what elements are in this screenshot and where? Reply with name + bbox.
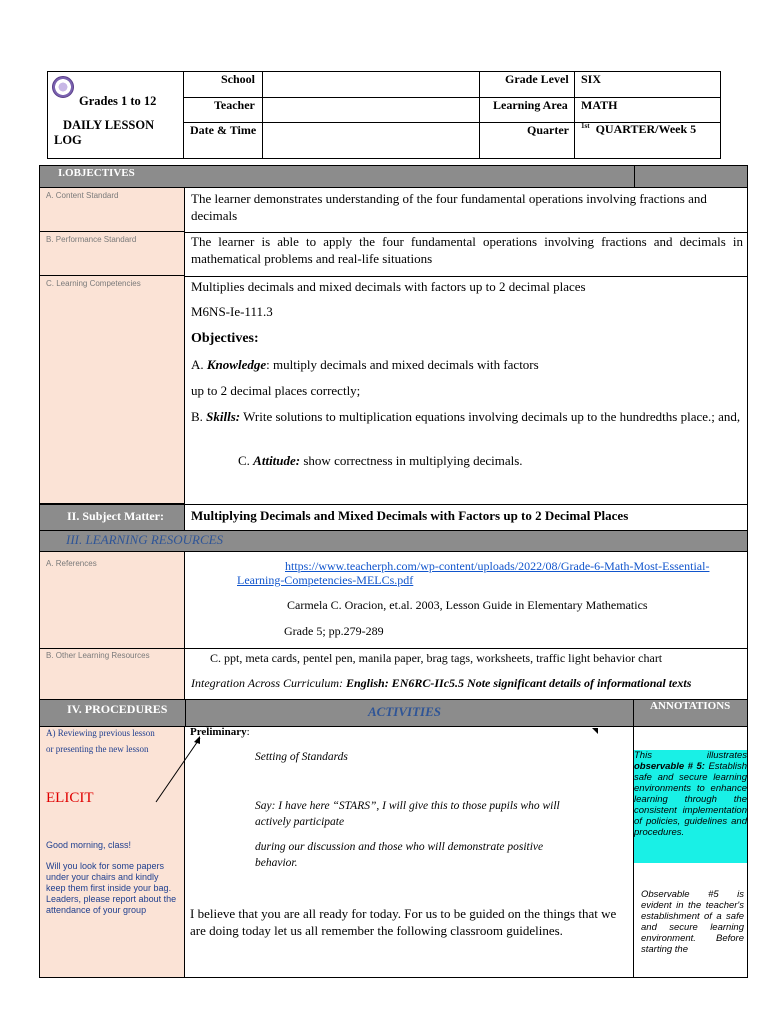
learning-area-value: MATH <box>581 98 618 112</box>
grade-level-value: SIX <box>581 72 602 86</box>
learning-resources-title: III. LEARNING RESOURCES <box>66 532 224 547</box>
integration-text <box>191 676 691 691</box>
grades-label: Grades 1 to 12 <box>79 94 157 108</box>
performance-standard-label-cell <box>40 232 185 276</box>
review-line2: or presenting the new lesson <box>46 744 149 754</box>
during-line1: during our discussion and those who will demonstrate positive <box>255 841 544 853</box>
performance-standard-label: B. Performance Standard <box>46 235 137 244</box>
during-line2: behavior. <box>255 857 298 869</box>
annot1-pre: This illustrates <box>634 750 747 761</box>
daily-lesson-log-title: DAILY LESSON <box>63 118 155 132</box>
instruction-text: Will you look for some papers under your chairs and kindly keep them first inside your bag. Leaders, please report about the attendance of your group <box>46 861 177 915</box>
objectives-heading: Objectives: <box>191 331 259 346</box>
preliminary-word: Preliminary <box>190 726 247 738</box>
objective-a-line2: up to 2 decimal places correctly; <box>191 383 361 398</box>
learning-area-label: Learning Area <box>493 98 568 112</box>
elicit-label: ELICIT <box>46 790 94 806</box>
quarter-sup: 1st <box>581 122 590 130</box>
reference-link-line2[interactable]: Learning-Competencies-MELCs.pdf <box>237 573 414 587</box>
grade-level-label: Grade Level <box>505 72 569 86</box>
setting-standards: Setting of Standards <box>255 751 348 763</box>
date-time-label: Date & Time <box>190 123 257 137</box>
arrow-icon <box>150 728 210 808</box>
references-label: A. References <box>46 559 97 568</box>
reference-book-line2: Grade 5; pp.279-289 <box>284 624 384 638</box>
annot1-bold: observable # 5: <box>634 761 705 772</box>
content-standard-label-cell <box>40 188 185 232</box>
learning-competencies-label: C. Learning Competencies <box>46 279 141 288</box>
obj-a-term: Knowledge <box>206 357 267 372</box>
teacher-label: Teacher <box>214 98 255 112</box>
obj-c-text: show correctness in multiplying decimals. <box>300 453 523 468</box>
school-label: School <box>221 72 256 86</box>
content-standard-label: A. Content Standard <box>46 191 119 200</box>
competency-line: Multiplies decimals and mixed decimals with factors up to 2 decimal places <box>191 279 586 294</box>
objectives-header-row <box>40 166 747 188</box>
reference-link-line1[interactable]: https://www.teacherph.com/wp-content/uploads/2022/08/Grade-6-Math-Most-Essential- <box>285 559 710 573</box>
obj-a-prefix: A. <box>191 357 207 372</box>
obj-c-term: Attitude: <box>253 453 301 468</box>
obj-b-term: Skills: <box>206 409 241 424</box>
obj-c-prefix: C. <box>238 453 254 468</box>
header-table <box>47 71 721 159</box>
greeting-text: Good morning, class! <box>46 840 132 850</box>
competency-code: M6NS-Ie-111.3 <box>191 304 273 319</box>
annotations-title: ANNOTATIONS <box>650 700 731 712</box>
objective-c <box>238 452 523 469</box>
review-line1: A) Reviewing previous lesson <box>46 728 155 738</box>
say-line1: Say: I have here “STARS”, I will give this to those pupils who will <box>255 800 560 812</box>
objective-b <box>191 408 743 425</box>
small-arrowhead-icon <box>592 728 598 734</box>
quarter-value <box>581 122 696 137</box>
log-title-line2: LOG <box>54 133 82 147</box>
integration-bold: English: EN6RC-IIc5.5 Note significant details of informational texts <box>346 676 692 690</box>
say-line2: actively participate <box>255 816 345 828</box>
deped-seal-icon <box>52 76 74 98</box>
learning-competencies-label-cell <box>40 276 185 504</box>
subject-matter-label-cell <box>40 505 185 530</box>
learning-resources-header-row <box>40 531 747 551</box>
reference-book-line1: Carmela C. Oracion, et.al. 2003, Lesson Guide in Elementary Mathematics <box>287 598 648 612</box>
integration-prefix: Integration Across Curriculum: <box>191 676 346 690</box>
quarter-text: QUARTER/Week 5 <box>595 122 697 136</box>
ready-statement: I believe that you are all ready for today. For us to be guided on the things that we are doing today let us all remember the following classroom guidelines. <box>190 906 617 938</box>
quarter-label: Quarter <box>527 123 569 137</box>
content-standard-text: The learner demonstrates understanding of the four fundamental operations involving fractions and decimals <box>191 191 707 223</box>
objectives-title: I.OBJECTIVES <box>58 167 135 179</box>
obj-a-text: : multiply decimals and mixed decimals with factors <box>266 357 539 372</box>
activities-title: ACTIVITIES <box>368 704 441 719</box>
obj-b-text: Write solutions to multiplication equations involving decimals up to the hundredths place.; and, <box>240 409 741 424</box>
subject-matter-text: Multiplying Decimals and Mixed Decimals with Factors up to 2 Decimal Places <box>191 508 629 523</box>
annotation-observable-evidence: Observable #5 is evident in the teacher's establishment of a safe and secure learning environment. Before starting the <box>641 889 744 955</box>
preliminary-colon: : <box>246 726 250 738</box>
procedures-title: IV. PROCEDURES <box>67 702 168 716</box>
objective-a <box>191 356 539 373</box>
other-resources-text: C. ppt, meta cards, pentel pen, manila paper, brag tags, worksheets, traffic light behavior chart <box>210 651 663 665</box>
annotation-observable-5 <box>634 750 747 863</box>
lesson-table <box>39 165 748 978</box>
references-label-cell <box>40 552 185 648</box>
other-resources-label-cell <box>40 649 185 699</box>
annot1-text: Establish safe and secure learning environments to enhance learning through the consistent implementation of policies, guidelines and procedures. <box>634 761 748 838</box>
other-resources-label: B. Other Learning Resources <box>46 651 150 660</box>
performance-standard-text: The learner is able to apply the four fundamental operations involving fractions and decimals in mathematical problems and real-life situations <box>191 234 743 266</box>
procedures-header-row <box>40 700 747 726</box>
obj-b-prefix: B. <box>191 409 207 424</box>
subject-matter-label: II. Subject Matter: <box>67 509 164 523</box>
